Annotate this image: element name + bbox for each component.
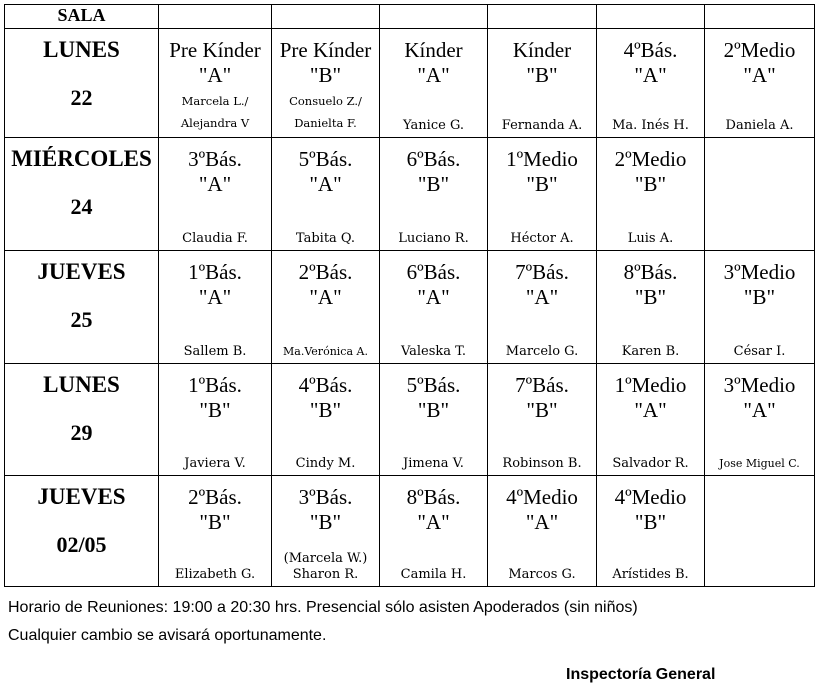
course-cell-content [380, 476, 487, 585]
teacher-line-2: Elizabeth G. [174, 567, 256, 582]
course-section: "A" [634, 398, 667, 422]
teacher-line-2: Robinson B. [502, 456, 582, 471]
teacher-names [597, 456, 704, 472]
course-cell-content [272, 138, 379, 249]
course-name-block [488, 138, 596, 197]
course-name-block [488, 29, 596, 88]
course-name: 2ºMedio [614, 147, 687, 171]
course-name-block [272, 29, 379, 88]
course-name: 3ºBás. [188, 147, 242, 171]
course-cell [488, 29, 597, 138]
course-name-block [380, 476, 487, 535]
course-name: 3ºMedio [723, 260, 796, 284]
header-empty-cell [488, 5, 597, 29]
teacher-line-1: Consuelo Z./ [289, 94, 362, 108]
header-row [5, 5, 815, 29]
course-section: "B" [309, 398, 342, 422]
course-cell-content [159, 364, 271, 474]
teacher-line-2: Jose Miguel C. [719, 457, 800, 470]
teacher-names [380, 231, 487, 247]
course-name: 5ºBás. [406, 373, 461, 397]
day-date: 24 [70, 194, 93, 219]
course-cell-content [159, 251, 271, 362]
course-name: 5ºBás. [298, 147, 353, 171]
course-name: 3ºBás. [298, 485, 353, 509]
teacher-line-2: Luis A. [627, 231, 674, 246]
course-section: "B" [634, 285, 667, 309]
teacher-names [380, 118, 487, 134]
teacher-line-2: Marcelo G. [505, 344, 579, 359]
day-cell [5, 364, 159, 476]
course-cell [488, 138, 597, 251]
course-cell [380, 138, 488, 251]
teacher-names [272, 551, 379, 583]
teacher-names [272, 231, 379, 247]
course-cell-content [488, 138, 596, 249]
course-cell [380, 364, 488, 476]
teacher-line-1: (Marcela W.) [283, 551, 368, 566]
course-name: 4ºMedio [614, 485, 687, 509]
course-cell-content [488, 251, 596, 362]
course-cell [380, 29, 488, 138]
teacher-names [159, 344, 271, 360]
course-section: "A" [198, 63, 232, 87]
teacher-line-2: Valeska T. [400, 344, 467, 359]
course-name: 1ºMedio [614, 373, 687, 397]
course-name: 1ºMedio [506, 147, 578, 171]
header-empty-cell [272, 5, 380, 29]
teacher-names [705, 118, 814, 134]
schedule-table [4, 4, 815, 587]
course-section: "B" [417, 398, 450, 422]
course-name-block [488, 251, 596, 310]
course-name: 2ºBás. [298, 260, 353, 284]
course-cell-content [597, 476, 704, 585]
course-name: Kínder [404, 38, 463, 62]
course-section: "A" [309, 285, 342, 309]
teacher-names [488, 118, 596, 134]
schedule-row [5, 29, 815, 138]
course-name: 8ºBás. [623, 260, 678, 284]
teacher-names [488, 456, 596, 472]
course-section: "A" [417, 510, 450, 534]
course-section: "A" [634, 63, 667, 87]
course-section: "B" [634, 172, 667, 196]
header-empty-cell [380, 5, 488, 29]
course-cell [159, 251, 272, 364]
teacher-names [159, 231, 271, 247]
course-cell-content [159, 476, 271, 585]
course-cell [597, 251, 705, 364]
course-name-block [488, 476, 596, 535]
teacher-line-2: Jimena V. [403, 456, 464, 471]
course-name-block [272, 364, 379, 423]
course-name-block [705, 251, 814, 310]
course-cell [380, 476, 488, 587]
teacher-names [272, 456, 379, 472]
teacher-line-2: Salvador R. [612, 456, 689, 471]
day-name: JUEVES [37, 484, 126, 509]
course-cell [597, 364, 705, 476]
teacher-names [705, 456, 814, 472]
day-date: 22 [70, 85, 93, 110]
course-name-block [597, 138, 704, 197]
header-empty-cell [159, 5, 272, 29]
day-name: MIÉRCOLES [11, 146, 152, 171]
teacher-line-2: Luciano R. [398, 231, 469, 246]
course-cell [272, 364, 380, 476]
teacher-names [380, 567, 487, 583]
course-section: "B" [309, 63, 342, 87]
course-cell [597, 476, 705, 587]
course-section: "A" [743, 63, 776, 87]
course-cell [380, 251, 488, 364]
teacher-names [380, 344, 487, 360]
teacher-line-2: Javiera V. [184, 456, 246, 471]
teacher-line-2: Yanice G. [402, 118, 464, 133]
course-section: "B" [526, 172, 558, 196]
course-name-block [705, 138, 814, 147]
teacher-names [272, 344, 379, 360]
course-name: 6ºBás. [406, 147, 461, 171]
course-cell-content [597, 138, 704, 249]
course-cell-content [705, 138, 814, 249]
schedule-row [5, 476, 815, 587]
teacher-line-2: Tabita Q. [295, 231, 356, 246]
sala-header: SALA [5, 5, 159, 29]
teacher-names [597, 344, 704, 360]
course-name-block [380, 29, 487, 88]
day-date: 02/05 [56, 532, 107, 557]
course-cell [159, 476, 272, 587]
teacher-names [159, 567, 271, 583]
course-name-block [597, 29, 704, 88]
teacher-names [488, 231, 596, 247]
signature: Inspectoría General [566, 666, 716, 683]
course-name-block [705, 476, 814, 485]
day-cell [5, 29, 159, 138]
course-name: 7ºBás. [515, 260, 569, 284]
course-section: "A" [198, 285, 232, 309]
day-cell [5, 138, 159, 251]
course-cell-content [705, 29, 814, 136]
course-cell-content [705, 251, 814, 362]
course-name-block [380, 138, 487, 197]
teacher-names [488, 567, 596, 583]
course-cell [272, 251, 380, 364]
day-name: LUNES [43, 372, 120, 397]
teacher-line-2: Ma. Inés H. [612, 118, 689, 133]
course-section: "A" [198, 172, 232, 196]
header-empty-cell [597, 5, 705, 29]
course-cell [272, 138, 380, 251]
course-cell [159, 29, 272, 138]
day-date: 25 [70, 307, 93, 332]
day-date: 29 [70, 420, 93, 445]
course-name: 1ºBás. [188, 260, 242, 284]
teacher-line-2: Karen B. [621, 344, 680, 359]
course-cell [488, 364, 597, 476]
course-name-block [380, 364, 487, 423]
course-name: 2ºBás. [188, 485, 242, 509]
course-cell-content [380, 29, 487, 136]
course-cell [159, 364, 272, 476]
changes-note: Cualquier cambio se avisará oportunamente. [8, 627, 327, 644]
course-section: "B" [526, 63, 558, 87]
teacher-line-2: Daniela A. [725, 118, 794, 133]
course-cell [597, 138, 705, 251]
schedule-row [5, 138, 815, 251]
course-section: "B" [199, 398, 231, 422]
teacher-line-2: César I. [733, 344, 786, 359]
course-name-block [272, 138, 379, 197]
teacher-line-2: Marcos G. [508, 567, 576, 582]
course-section: "B" [634, 510, 667, 534]
course-name-block [597, 251, 704, 310]
teacher-names [597, 118, 704, 134]
teacher-line-2: Sharon R. [292, 567, 359, 582]
course-section: "A" [417, 285, 450, 309]
course-cell [705, 364, 815, 476]
teacher-names [488, 344, 596, 360]
course-cell-content [380, 138, 487, 249]
course-name-block [488, 364, 596, 423]
teacher-names [159, 90, 271, 134]
course-cell [705, 476, 815, 587]
course-cell [159, 138, 272, 251]
course-name: Kínder [512, 38, 572, 62]
course-name-block [159, 29, 271, 88]
course-cell-content [380, 364, 487, 474]
course-name: 2ºMedio [723, 38, 796, 62]
course-cell-content [705, 364, 814, 474]
teacher-line-2: Sallem B. [183, 344, 247, 359]
course-cell [705, 251, 815, 364]
course-name-block [272, 476, 379, 535]
course-name: 7ºBás. [515, 373, 569, 397]
course-cell-content [597, 29, 704, 136]
course-cell-content [488, 29, 596, 136]
course-section: "A" [417, 63, 450, 87]
course-cell-content [597, 364, 704, 474]
course-name-block [597, 364, 704, 423]
course-name: 4ºBás. [298, 373, 353, 397]
course-name: 1ºBás. [188, 373, 242, 397]
course-cell-content [488, 476, 596, 585]
teacher-names [705, 344, 814, 360]
course-cell [488, 476, 597, 587]
course-cell-content [272, 251, 379, 362]
course-cell [705, 29, 815, 138]
course-section: "B" [309, 510, 342, 534]
day-cell [5, 251, 159, 364]
course-name-block [159, 364, 271, 423]
course-cell-content [488, 364, 596, 474]
teacher-line-2: Danielta F. [294, 116, 357, 130]
teacher-names [159, 456, 271, 472]
course-cell-content [159, 29, 271, 136]
teacher-names [380, 456, 487, 472]
teacher-names [597, 567, 704, 583]
course-cell-content [159, 138, 271, 249]
course-section: "A" [743, 398, 776, 422]
day-name: LUNES [43, 37, 120, 62]
course-name-block [159, 138, 271, 197]
course-section: "A" [525, 510, 559, 534]
course-name-block [380, 251, 487, 310]
day-cell [5, 476, 159, 587]
course-cell [488, 251, 597, 364]
course-cell-content [597, 251, 704, 362]
course-cell-content [705, 476, 814, 585]
teacher-names [272, 90, 379, 134]
course-cell [272, 476, 380, 587]
schedule-row [5, 251, 815, 364]
course-cell [705, 138, 815, 251]
course-name: Pre Kínder [279, 38, 372, 62]
day-name: JUEVES [37, 259, 126, 284]
course-cell-content [272, 476, 379, 585]
header-empty-cell [705, 5, 815, 29]
course-section: "B" [743, 285, 776, 309]
teacher-line-2: Arístides B. [612, 567, 689, 582]
teacher-line-2: Héctor A. [510, 231, 574, 246]
teacher-line-2: Claudia F. [182, 231, 248, 246]
teacher-line-2: Alejandra V [180, 116, 250, 130]
course-section: "A" [309, 172, 342, 196]
teacher-line-2: Cindy M. [295, 456, 356, 471]
course-section: "B" [526, 398, 558, 422]
teacher-line-2: Fernanda A. [501, 118, 583, 133]
course-name: 3ºMedio [723, 373, 796, 397]
teacher-line-2: Ma.Verónica A. [283, 345, 368, 358]
course-name: 4ºMedio [506, 485, 578, 509]
course-cell-content [272, 364, 379, 474]
course-name-block [159, 476, 271, 535]
course-cell-content [380, 251, 487, 362]
course-name-block [272, 251, 379, 310]
course-section: "A" [525, 285, 559, 309]
course-name-block [159, 251, 271, 310]
course-name: 8ºBás. [406, 485, 461, 509]
teacher-names [597, 231, 704, 247]
course-name: 4ºBás. [623, 38, 678, 62]
course-section: "B" [199, 510, 231, 534]
course-name: Pre Kínder [169, 38, 261, 62]
course-name-block [705, 364, 814, 423]
teacher-line-1: Marcela L./ [181, 94, 249, 108]
course-name-block [597, 476, 704, 535]
course-cell [597, 29, 705, 138]
teacher-line-2: Camila H. [400, 567, 467, 582]
course-section: "B" [417, 172, 450, 196]
course-cell-content [272, 29, 379, 136]
schedule-row [5, 364, 815, 476]
course-cell [272, 29, 380, 138]
course-name: 6ºBás. [406, 260, 461, 284]
meeting-schedule-note: Horario de Reuniones: 19:00 a 20:30 hrs. Presencial sólo asisten Apoderados (sin niños) [8, 599, 638, 616]
course-name-block [705, 29, 814, 88]
